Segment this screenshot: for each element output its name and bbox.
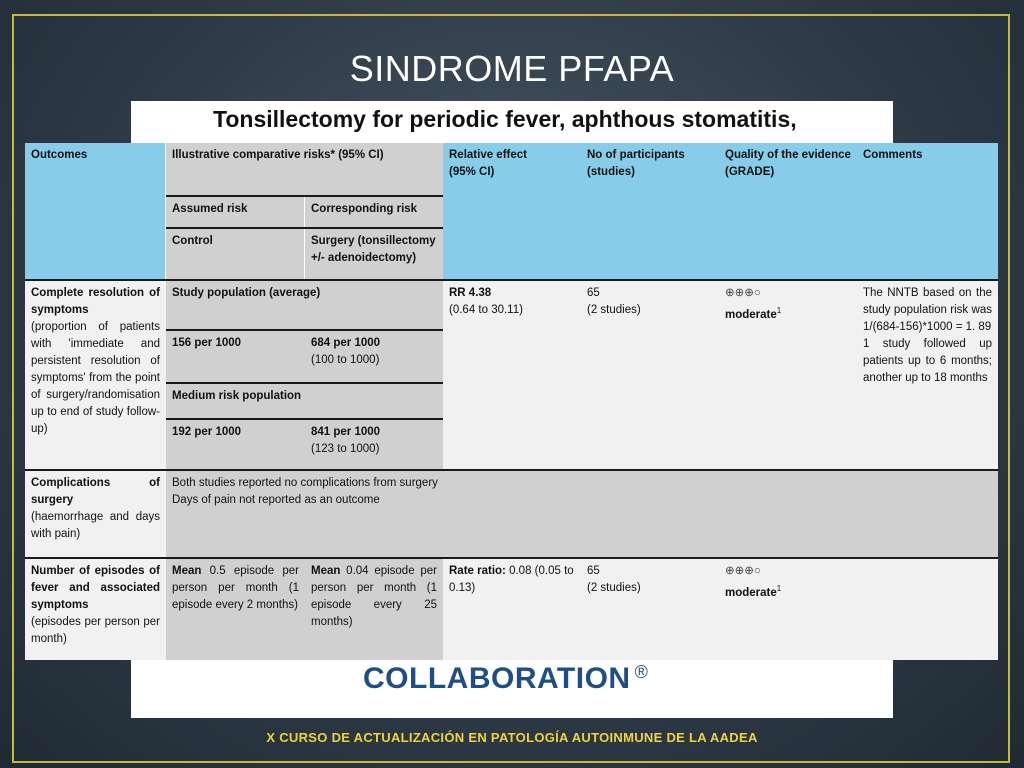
row2-outcome: Complications of surgery (haemorrhage and days with pain) — [25, 471, 166, 557]
header-surgery: Surgery (tonsillectomy +/- adenoidectomy) — [305, 229, 443, 279]
header-comments: Comments — [857, 143, 998, 279]
row3-outcome: Number of episodes of fever and associated symptoms (episodes per person per month) — [25, 559, 166, 660]
row3-surgery: Mean 0.04 episode per person per month (1 episode every 25 months) — [305, 559, 443, 660]
row2-complications: Both studies reported no complications from surgery Days of pain not reported as an outcome — [166, 471, 998, 557]
row1-medium-risk: Medium risk population — [166, 384, 443, 418]
grade-symbols: ⊕⊕⊕○ — [725, 287, 761, 299]
header-outcomes: Outcomes — [25, 143, 165, 279]
summary-of-findings-table — [25, 143, 998, 660]
header-risks: Illustrative comparative risks* (95% CI) — [166, 143, 443, 195]
row3-quality: ⊕⊕⊕○ moderate$^1$ — [719, 559, 857, 660]
header-control: Control — [166, 229, 304, 279]
row3-comments — [857, 559, 998, 660]
row1-control-2: 192 per 1000 — [166, 420, 305, 469]
row1-surgery-1: 684 per 1000 (100 to 1000) — [305, 331, 443, 382]
row1-study-population: Study population (average) — [166, 281, 443, 329]
header-participants: No of participants (studies) — [581, 143, 719, 279]
cochrane-logo: COLLABORATION ® — [363, 662, 649, 695]
row1-participants: 65 (2 studies) — [581, 281, 719, 469]
header-relative-effect: Relative effect (95% CI) — [443, 143, 581, 279]
row1-control-1: 156 per 1000 — [166, 331, 305, 382]
row1-surgery-2: 841 per 1000 (123 to 1000) — [305, 420, 443, 469]
row1-relative-effect: RR 4.38 (0.64 to 30.11) — [443, 281, 581, 469]
header-assumed-risk: Assumed risk — [166, 197, 304, 227]
row3-control: Mean 0.5 episode per person per month (1 episode every 2 months) — [166, 559, 305, 660]
document-title: Tonsillectomy for periodic fever, aphthous stomatitis, — [213, 106, 797, 132]
header-corresponding-risk: Corresponding risk — [305, 197, 443, 227]
slide-title: SINDROME PFAPA — [349, 48, 675, 89]
slide-footer: X CURSO DE ACTUALIZACIÓN EN PATOLOGÍA AUTOINMUNE DE LA AADEA — [266, 730, 758, 745]
row1-outcome: Complete resolution of symptoms (proportion of patients with 'immediate and persistent resolution of symptoms' from the point of surgery/randomisation up to end of study follow-up) — [25, 281, 166, 469]
row1-comments: The NNTB based on the study population risk was 1/(684-156)*1000 = 1. 89 1 study followed up patients up to 6 months; another up to 18 months — [857, 281, 998, 469]
row3-relative-effect: Rate ratio: 0.08 (0.05 to 0.13) — [443, 559, 581, 660]
grade-symbols: ⊕⊕⊕○ — [725, 565, 761, 577]
header-quality: Quality of the evidence (GRADE) — [719, 143, 857, 279]
row3-participants: 65 (2 studies) — [581, 559, 719, 660]
row1-quality: ⊕⊕⊕○ moderate$^1$ — [719, 281, 857, 469]
